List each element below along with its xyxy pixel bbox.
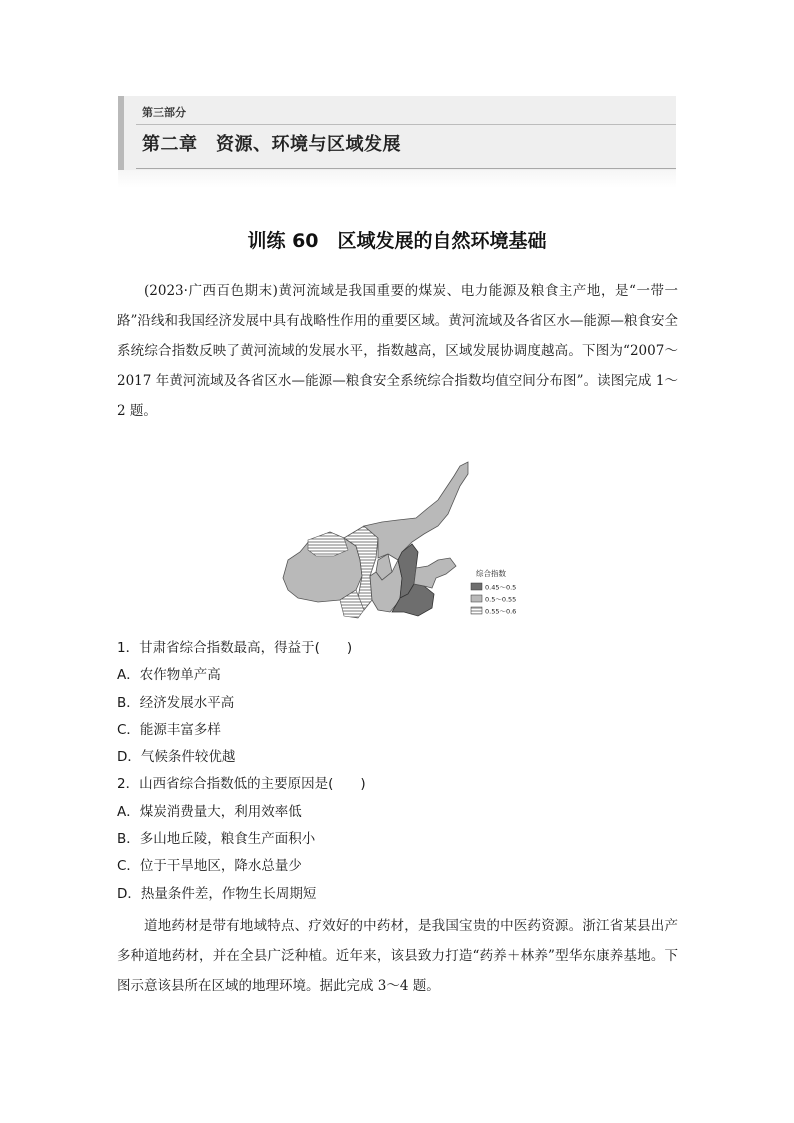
yellow-river-provinces-map — [278, 460, 528, 620]
question-1-stem: 1．甘肃省综合指数最高，得益于( ) — [117, 640, 353, 656]
chapter-title: 第二章 资源、环境与区域发展 — [142, 134, 401, 155]
header-shadow — [118, 170, 676, 188]
chapter-header — [118, 96, 676, 192]
question-1-option-c: C．能源丰富多样 — [117, 721, 221, 738]
question-list — [117, 635, 678, 908]
header-divider — [136, 124, 676, 125]
lesson-title: 训练 60 区域发展的自然环境基础 — [247, 230, 547, 252]
question-2-option-b: B．多山地丘陵，粮食生产面积小 — [117, 831, 316, 848]
legend-swatch-mid — [471, 595, 482, 602]
intro-passage: (2023·广西百色期末)黄河流域是我国重要的煤炭、电力能源及粮食主产地，是“一带一路”沿线和我国经济发展中具有战略性作用的重要区域。黄河流域及各省区水—能源—粮食安全系统综合指数反映了黄河流域的发展水平，指数越高，区域发展协调度越高。下图为“2007～2017 年黄河流域及各省区水—能源—粮食安全系统综合指数均值空间分布图”。读图完成 1～2 题。 — [117, 283, 678, 419]
inner-mongolia-region — [364, 462, 468, 560]
legend-title: 综合指数 — [476, 569, 506, 578]
question-1-option-b: B．经济发展水平高 — [117, 694, 235, 711]
legend-label-low: 0.45～0.5 — [485, 583, 517, 592]
header-bottom-divider — [136, 168, 676, 169]
question-1-option-a: A．农作物单产高 — [117, 667, 221, 684]
question-1-option-d: D．气候条件较优越 — [117, 749, 236, 766]
question-2-stem: 2．山西省综合指数低的主要原因是( ) — [117, 776, 366, 793]
question-2-option-a: A．煤炭消费量大，利用效率低 — [117, 803, 302, 820]
part-label: 第三部分 — [142, 106, 186, 119]
shandong-region — [414, 558, 456, 588]
legend-swatch-low — [471, 583, 482, 590]
medicinal-herb-passage: 道地药材是带有地域特点、疗效好的中药材，是我国宝贵的中医药资源。浙江省某县出产多种道地药材，并在全县广泛种植。近年来，该县致力打造“药养＋林养”型华东康养基地。下图示意该县所在区域的地理环境。据此完成 3～4 题。 — [117, 918, 678, 994]
legend-label-mid: 0.5～0.55 — [485, 595, 517, 604]
legend-label-high: 0.55～0.6 — [485, 607, 517, 616]
question-2-option-d: D．热量条件差，作物生长周期短 — [117, 885, 317, 902]
qinghai-north-hatch — [308, 532, 348, 556]
legend-swatch-high — [471, 607, 482, 614]
question-2-option-c: C．位于干旱地区，降水总量少 — [117, 858, 302, 875]
